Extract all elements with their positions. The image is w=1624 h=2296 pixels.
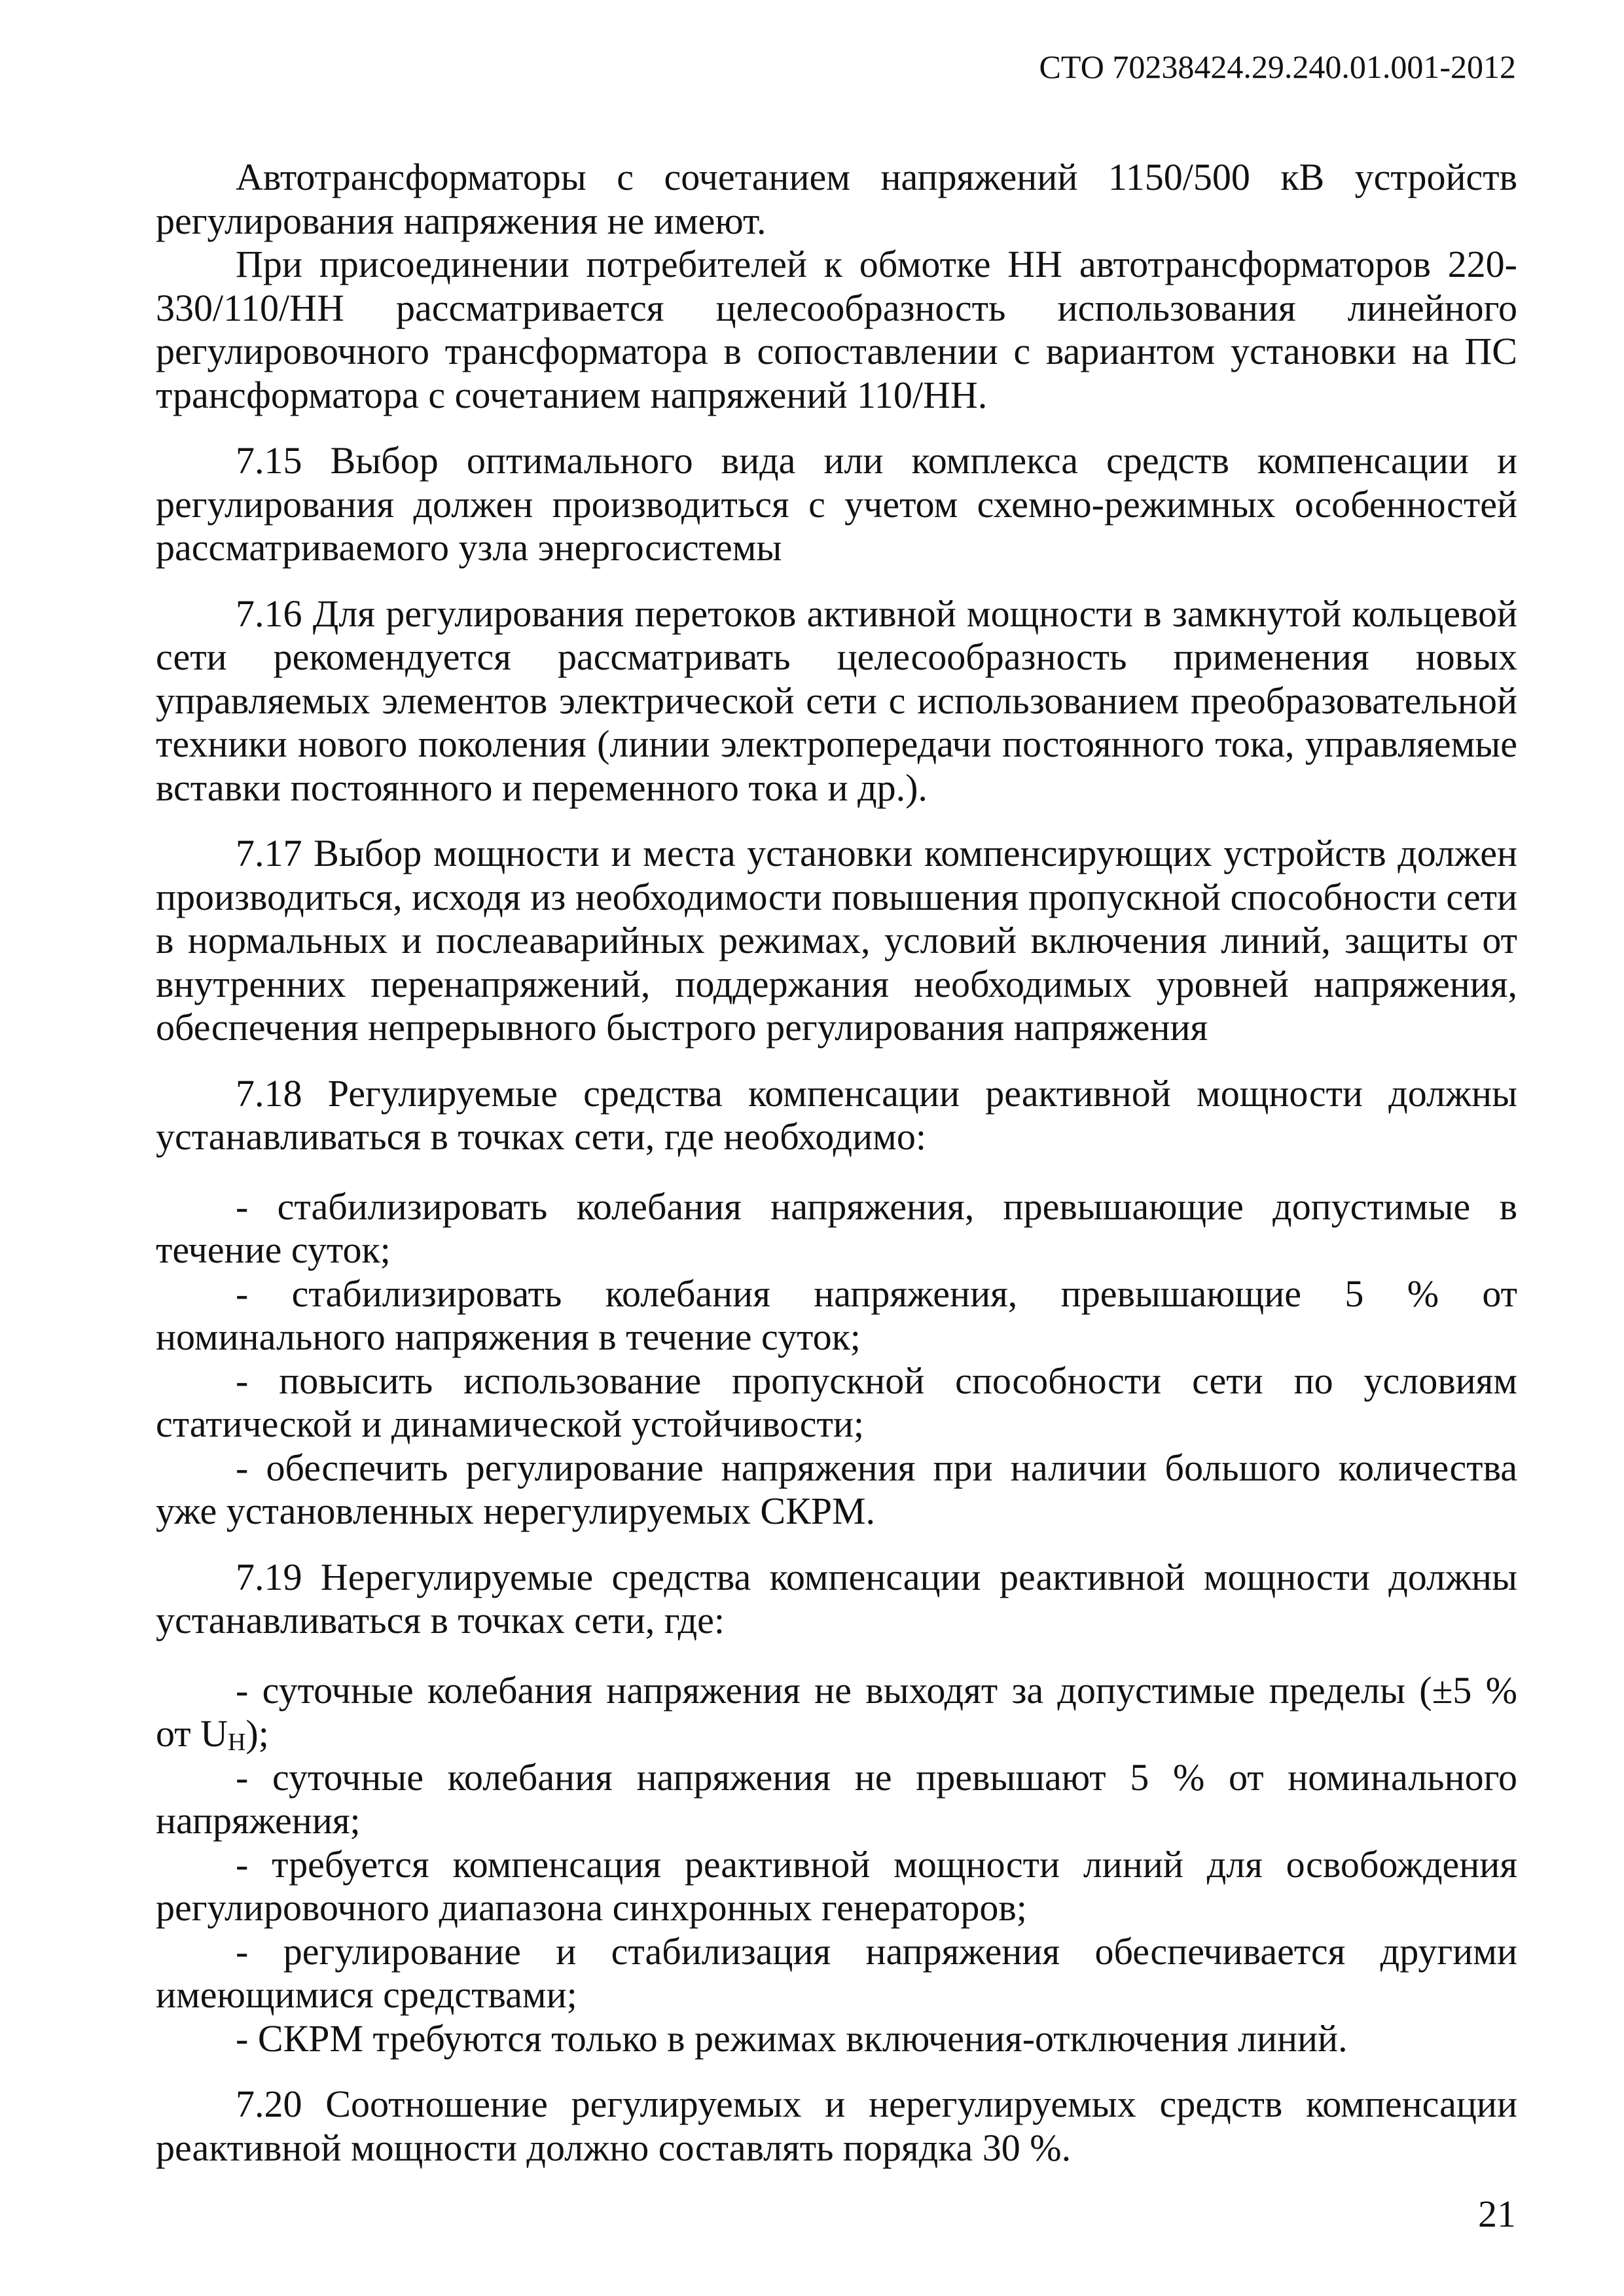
nominal-voltage-subscript: Н bbox=[227, 1729, 246, 1756]
list-item: - регулирование и стабилизация напряжения обеспечивается другими имеющимися средствами; bbox=[156, 1929, 1517, 2016]
paragraph-consumer-connection: При присоединении потребителей к обмотке НН автотрансформаторов 220-330/110/НН рассматривается целесообразность использования линейного регулировочного трансформатора в сопоставлении с вариантом установки на ПС трансформатора с сочетанием напряжений 110/НН. bbox=[156, 243, 1517, 416]
list-item: - требуется компенсация реактивной мощности линий для освобождения регулировочного диапазона синхронных генераторов; bbox=[156, 1842, 1517, 1929]
section-7-20: 7.20 Соотношение регулируемых и нерегулируемых средств компенсации реактивной мощности должно составлять порядка 30 %. bbox=[156, 2083, 1517, 2169]
list-item: - суточные колебания напряжения не превышают 5 % от номинального напряжения; bbox=[156, 1755, 1517, 1842]
section-7-19: 7.19 Нерегулируемые средства компенсации реактивной мощности должны устанавливаться в точках сети, где: bbox=[156, 1555, 1517, 1641]
list-item-text: - суточные колебания напряжения не выходят за допустимые пределы (±5 % от U bbox=[156, 1668, 1517, 1755]
section-7-18: 7.18 Регулируемые средства компенсации реактивной мощности должны устанавливаться в точках сети, где необходимо: bbox=[156, 1071, 1517, 1158]
list-item: - стабилизировать колебания напряжения, превышающие 5 % от номинального напряжения в течение суток; bbox=[156, 1272, 1517, 1358]
section-7-15: 7.15 Выбор оптимального вида или комплекса средств компенсации и регулирования должен производиться с учетом схемно-режимных особенностей рассматриваемого узла энергосистемы bbox=[156, 439, 1517, 569]
list-item-tail: ); bbox=[245, 1712, 269, 1755]
paragraph-autotransformers: Автотрансформаторы с сочетанием напряжений 1150/500 кВ устройств регулирования напряжения не имеют. bbox=[156, 156, 1517, 242]
list-item: - стабилизировать колебания напряжения, превышающие допустимые в течение суток; bbox=[156, 1185, 1517, 1271]
document-code-header: СТО 70238424.29.240.01.001-2012 bbox=[1039, 48, 1516, 85]
document-body bbox=[156, 156, 1517, 2170]
list-item bbox=[156, 1669, 1517, 1756]
section-7-16: 7.16 Для регулирования перетоков активной мощности в замкнутой кольцевой сети рекомендуется рассматривать целесообразность применения новых управляемых элементов электрической сети с использованием преобразовательной техники нового поколения (линии электропередачи постоянного тока, управляемые вставки постоянного и переменного тока и др.). bbox=[156, 592, 1517, 809]
section-7-17: 7.17 Выбор мощности и места установки компенсирующих устройств должен производиться, исходя из необходимости повышения пропускной способности сети в нормальных и послеаварийных режимах, условий включения линий, защиты от внутренних перенапряжений, поддержания необходимых уровней напряжения, обеспечения непрерывного быстрого регулирования напряжения bbox=[156, 832, 1517, 1049]
list-item: - СКРМ требуются только в режимах включения-отключения линий. bbox=[236, 2017, 1348, 2060]
list-item: - повысить использование пропускной способности сети по условиям статической и динамической устойчивости; bbox=[156, 1359, 1517, 1445]
page-number: 21 bbox=[1478, 2193, 1516, 2235]
list-item: - обеспечить регулирование напряжения при наличии большого количества уже установленных нерегулируемых СКРМ. bbox=[156, 1446, 1517, 1532]
